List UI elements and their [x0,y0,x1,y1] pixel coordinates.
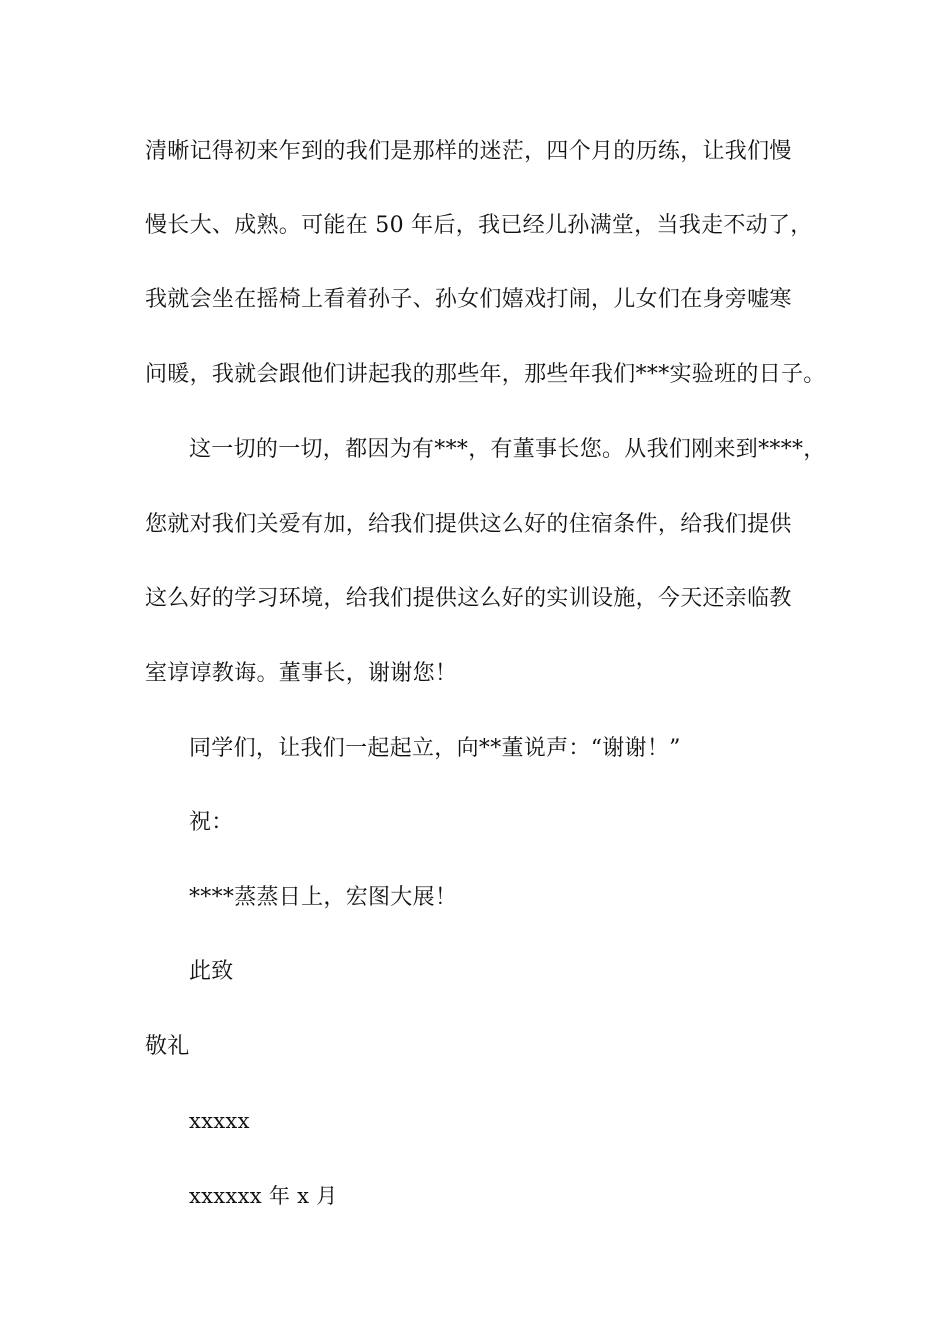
paragraph-2-line-4: 室谆谆教诲。董事长，谢谢您！ [145,661,458,686]
paragraph-1-line-4: 问暖，我就会跟他们讲起我的那些年，那些年我们***实验班的日子。 [145,362,826,387]
signature-date: xxxxxx 年 x 月 [189,1184,338,1208]
paragraph-3: 同学们，让我们一起起立，向**董说声：“谢谢！” [189,736,681,761]
closing-ci-zhi: 此致 [189,959,234,984]
signature-name: xxxxx [189,1109,250,1133]
paragraph-2-line-1: 这一切的一切，都因为有***，有董事长您。从我们刚来到****， [189,437,826,462]
wish-text: ****蒸蒸日上，宏图大展！ [189,885,458,910]
wish-label: 祝： [189,810,234,835]
paragraph-1-line-1: 清晰记得初来乍到的我们是那样的迷茫，四个月的历练，让我们慢 [145,139,792,164]
paragraph-2-line-2: 您就对我们关爱有加，给我们提供这么好的住宿条件，给我们提供 [145,512,792,537]
closing-jing-li: 敬礼 [145,1034,190,1059]
paragraph-2-line-3: 这么好的学习环境，给我们提供这么好的实训设施，今天还亲临教 [145,586,792,611]
paragraph-1-line-3: 我就会坐在摇椅上看着孙子、孙女们嬉戏打闹，儿女们在身旁嘘寒 [145,287,792,312]
paragraph-1-line-2: 慢长大、成熟。可能在 50 年后，我已经儿孙满堂，当我走不动了， [145,213,813,238]
